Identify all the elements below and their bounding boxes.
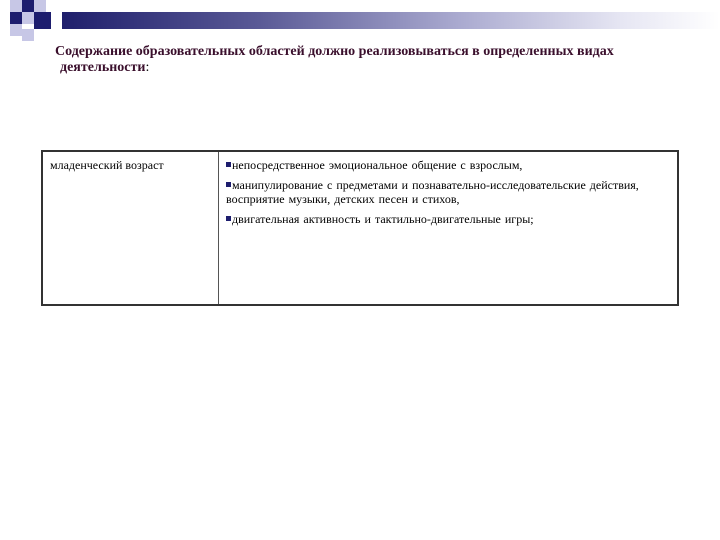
list-item — [226, 212, 671, 226]
activity-text: манипулирование с предметами и познавательно-исследовательские действия, восприятие музыки, детских песен и стихов, — [226, 178, 639, 206]
square-bullet-icon — [226, 162, 231, 167]
age-group-label: младенческий возраст — [50, 158, 164, 172]
square-bullet-icon — [226, 182, 231, 187]
title-line-2: деятельности — [60, 60, 146, 75]
decor-square — [10, 12, 22, 24]
decor-square — [34, 12, 51, 29]
activities-cell — [219, 152, 677, 304]
title-colon: : — [145, 60, 150, 75]
header-gradient-bar — [62, 12, 720, 29]
decor-square — [10, 24, 22, 36]
age-group-cell — [43, 152, 219, 304]
decor-square — [22, 0, 34, 12]
list-item — [226, 158, 671, 172]
title-line-1: Содержание образовательных областей должно реализовываться в определенных видах — [55, 44, 614, 59]
decor-square — [34, 0, 46, 12]
activity-text: двигательная активность и тактильно-двигательные игры; — [232, 212, 534, 226]
square-bullet-icon — [226, 216, 231, 221]
activity-list — [226, 158, 671, 226]
activities-table — [41, 150, 679, 306]
slide-title — [55, 44, 675, 76]
decor-square — [10, 0, 22, 12]
decor-square — [22, 29, 34, 41]
list-item — [226, 178, 671, 206]
activity-text: непосредственное эмоциональное общение с взрослым, — [232, 158, 523, 172]
decor-square — [22, 12, 34, 24]
